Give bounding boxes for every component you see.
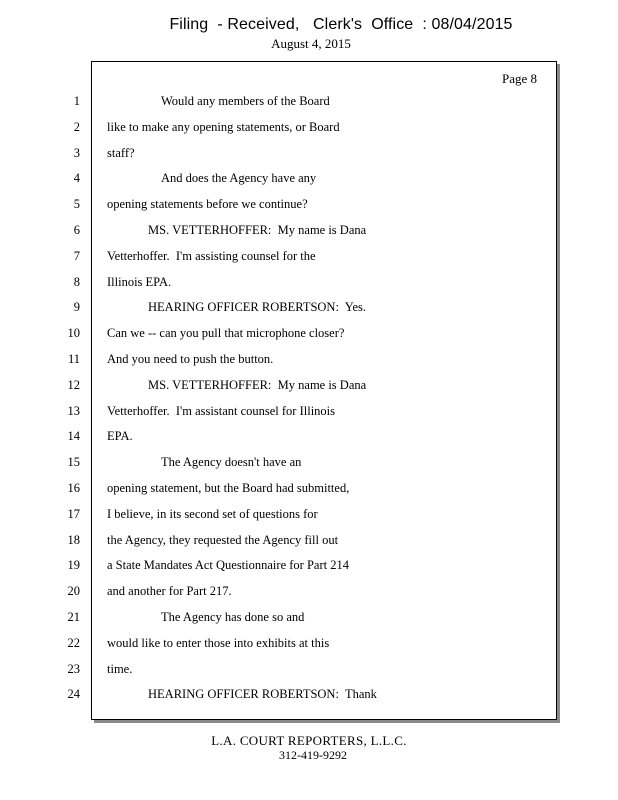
filing-stamp-header: Filing - Received, Clerk's Office : 08/04/2015 xyxy=(169,16,513,33)
transcript-line: And you need to push the button. xyxy=(107,352,274,366)
transcript-line: opening statements before we continue? xyxy=(107,197,308,211)
transcript-line: Can we -- can you pull that microphone closer? xyxy=(107,326,345,340)
transcript-line: Vetterhoffer. I'm assistant counsel for Illinois xyxy=(107,404,336,418)
line-number: 11 xyxy=(67,352,80,366)
hearing-date: August 4, 2015 xyxy=(271,36,351,51)
transcript-line: would like to enter those into exhibits at this xyxy=(107,636,330,650)
transcript-line: Illinois EPA. xyxy=(107,275,172,289)
line-number: 13 xyxy=(67,404,80,418)
page-number: Page 8 xyxy=(502,71,538,86)
transcript-line: And does the Agency have any xyxy=(161,171,317,185)
line-number: 19 xyxy=(67,558,80,572)
transcript-line: HEARING OFFICER ROBERTSON: Thank xyxy=(148,687,377,701)
line-number: 8 xyxy=(73,275,80,289)
line-number: 9 xyxy=(73,300,80,314)
transcript-line: MS. VETTERHOFFER: My name is Dana xyxy=(148,223,367,237)
transcript-line: like to make any opening statements, or Board xyxy=(107,120,340,134)
transcript-line: staff? xyxy=(107,146,135,160)
line-number: 1 xyxy=(73,94,80,108)
line-number: 23 xyxy=(67,662,80,676)
line-number: 21 xyxy=(67,610,80,624)
court-reporter-name: L.A. COURT REPORTERS, L.L.C. xyxy=(211,733,407,748)
transcript-line: opening statement, but the Board had submitted, xyxy=(107,481,350,495)
transcript-line: I believe, in its second set of questions for xyxy=(107,507,318,521)
line-number: 12 xyxy=(67,378,80,392)
line-number: 4 xyxy=(73,171,80,185)
line-number: 10 xyxy=(67,326,80,340)
transcript-line: Vetterhoffer. I'm assisting counsel for the xyxy=(107,249,316,263)
line-number: 7 xyxy=(73,249,80,263)
line-number: 5 xyxy=(73,197,80,211)
line-number: 20 xyxy=(67,584,80,598)
line-number: 18 xyxy=(67,533,80,547)
line-number: 6 xyxy=(73,223,80,237)
transcript-line: The Agency doesn't have an xyxy=(161,455,302,469)
line-number: 16 xyxy=(67,481,80,495)
transcript-line: time. xyxy=(107,662,133,676)
line-number: 24 xyxy=(67,687,80,701)
line-number: 22 xyxy=(67,636,80,650)
line-number: 3 xyxy=(73,146,80,160)
transcript-line: EPA. xyxy=(107,429,133,443)
line-number: 17 xyxy=(67,507,80,521)
transcript-line: Would any members of the Board xyxy=(161,94,330,108)
transcript-line: The Agency has done so and xyxy=(161,610,305,624)
transcript-line: HEARING OFFICER ROBERTSON: Yes. xyxy=(148,300,367,314)
line-number: 14 xyxy=(67,429,80,443)
transcript-line: the Agency, they requested the Agency fill out xyxy=(107,533,339,547)
line-number: 2 xyxy=(73,120,80,134)
transcript-line: and another for Part 217. xyxy=(107,584,232,598)
line-number: 15 xyxy=(67,455,80,469)
transcript-line: a State Mandates Act Questionnaire for Part 214 xyxy=(107,558,349,572)
transcript-line: MS. VETTERHOFFER: My name is Dana xyxy=(148,378,367,392)
court-reporter-phone: 312-419-9292 xyxy=(279,748,347,762)
